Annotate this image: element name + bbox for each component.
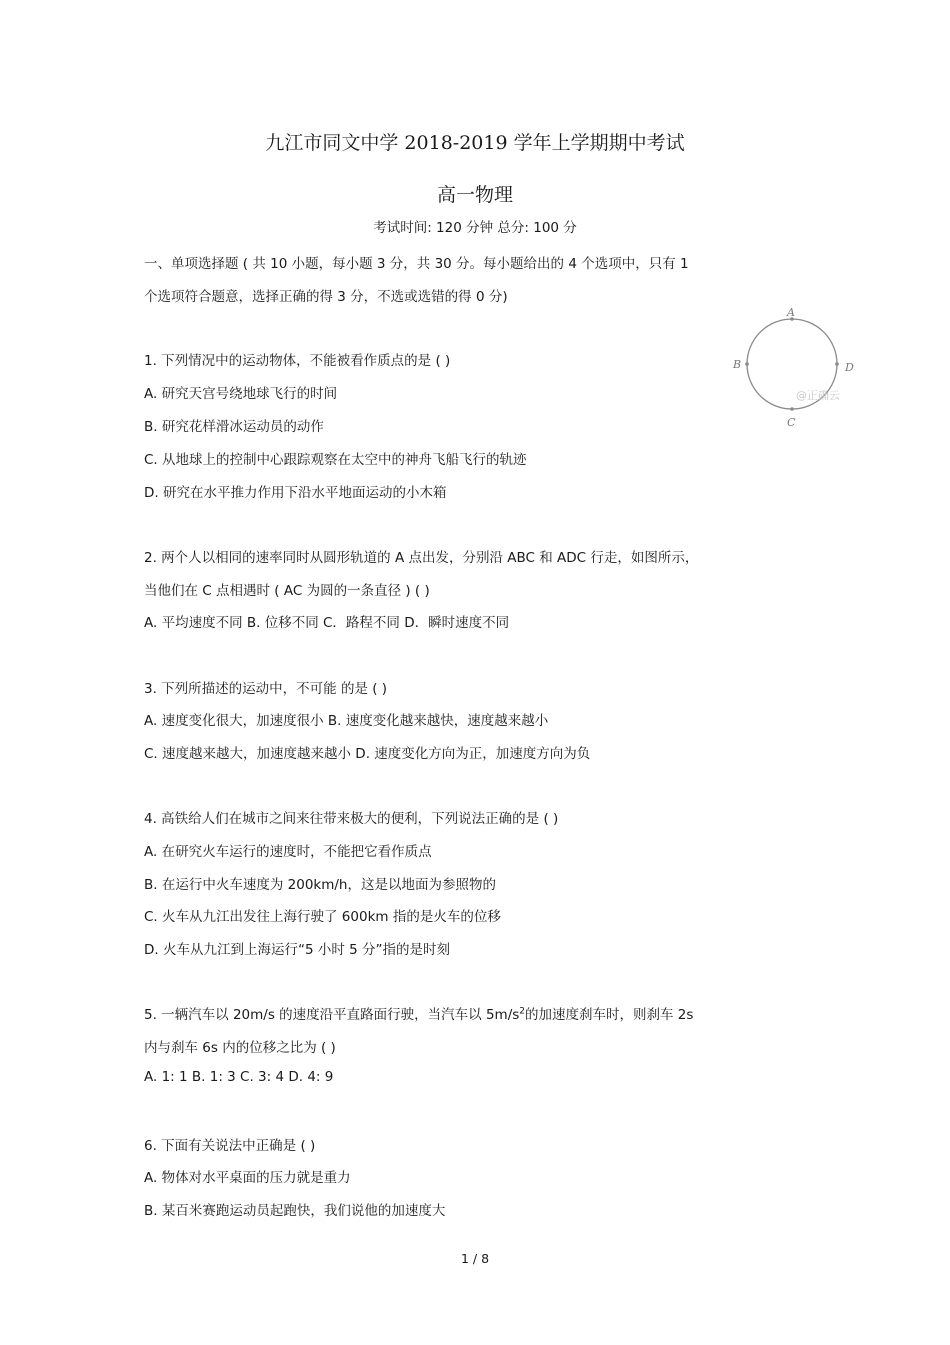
question-3-stem: 3. 下列所描述的运动中，不可能 的是 ( ) [144,681,388,697]
question-5-stem-part1: 5. 一辆汽车以 20m/s 的速度沿平直路面行驶，当汽车以 5m/s [144,1007,520,1023]
question-1-option-c: C. 从地球上的控制中心跟踪观察在太空中的神舟飞船飞行的轨迹 [144,452,527,468]
question-4-option-b: B. 在运行中火车速度为 200km/h，这是以地面为参照物的 [144,877,496,893]
section-heading-line1: 一、单项选择题 ( 共 10 小题，每小题 3 分，共 30 分。每小题给出的 4 个选项中，只有 1 [144,256,689,272]
question-4-stem: 4. 高铁给人们在城市之间来往带来极大的便利，下列说法正确的是 ( ) [144,811,559,827]
question-1-option-a: A. 研究天宫号绕地球飞行的时间 [144,386,338,402]
question-2-stem-cont: 当他们在 C 点相遇时 ( AC 为圆的一条直径 ) ( ) [144,583,430,599]
point-d-label: D [845,361,854,374]
question-4-option-c: C. 火车从九江出发往上海行驶了 600km 指的是火车的位移 [144,909,501,925]
question-5-superscript: 2 [519,1006,526,1017]
question-2-stem: 2. 两个人以相同的速率同时从圆形轨道的 A 点出发，分别沿 ABC 和 ADC 行走，如图所示， [144,550,699,566]
exam-meta: 考试时间: 120 分钟 总分: 100 分 [373,220,577,236]
exam-subject: 高一物理 [436,184,513,206]
question-2-options: A. 平均速度不同 B. 位移不同 C．路程不同 D．瞬时速度不同 [144,615,510,631]
question-4-option-a: A. 在研究火车运行的速度时，不能把它看作质点 [144,844,432,860]
question-1-stem: 1. 下列情况中的运动物体，不能被看作质点的是 ( ) [144,353,451,369]
question-3-options-cd: C. 速度越来越大，加速度越来越小 D. 速度变化方向为正，加速度方向为负 [144,746,591,762]
question-6-stem: 6. 下面有关说法中正确是 ( ) [144,1138,316,1154]
question-6-option-a: A. 物体对水平桌面的压力就是重力 [144,1170,351,1186]
question-1-option-d: D. 研究在水平推力作用下沿水平地面运动的小木箱 [144,485,447,501]
question-5-stem [144,1003,693,1023]
section-heading-line2: 个选项符合题意，选择正确的得 3 分，不选或选错的得 0 分) [144,289,508,305]
question-1-option-b: B. 研究花样滑冰运动员的动作 [144,419,324,435]
page-number: 1 / 8 [460,1251,490,1266]
question-5-stem-cont: 内与刹车 6s 内的位移之比为 ( ) [144,1040,336,1056]
point-b-label: B [733,358,742,371]
point-c-label: C [787,416,796,429]
question-4-option-d: D. 火车从九江到上海运行“5 小时 5 分”指的是时刻 [144,942,451,958]
point-a-label: A [787,306,795,319]
question-5-stem-part2: 的加速度刹车时，则刹车 2s [525,1007,694,1023]
question-3-options-ab: A. 速度变化很大，加速度很小 B. 速度变化越来越快，速度越来越小 [144,713,549,729]
exam-title: 九江市同文中学 2018-2019 学年上学期期中考试 [265,132,685,154]
question-6-option-b: B. 某百米赛跑运动员起跑快，我们说他的加速度大 [144,1203,446,1219]
question-5-options: A. 1: 1 B. 1: 3 C. 3: 4 D. 4: 9 [144,1069,334,1085]
circle-track-diagram [726,302,866,434]
watermark: @正确云 [796,389,840,402]
